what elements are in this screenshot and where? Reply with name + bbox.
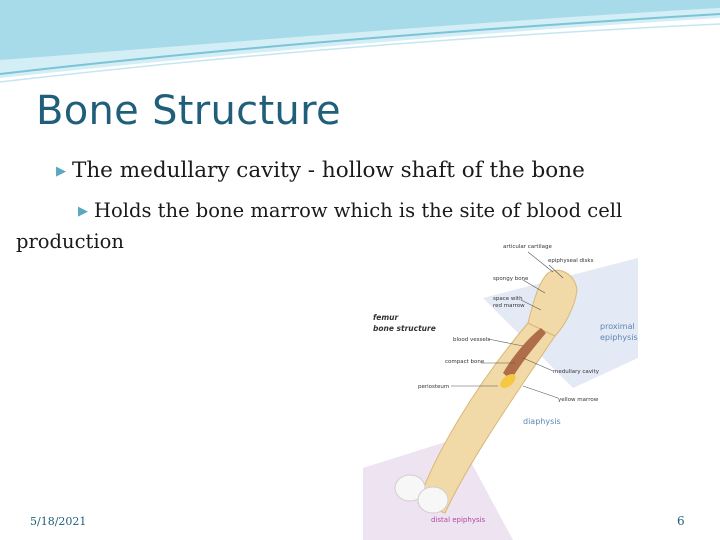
label-spongy-bone: spongy bone bbox=[493, 276, 529, 282]
bullet-marker-icon: ▶ bbox=[78, 204, 88, 219]
label-articular-cartilage: articular cartilage bbox=[503, 244, 552, 250]
footer-page-number: 6 bbox=[677, 514, 685, 528]
label-blood-vessels: blood vessels bbox=[453, 337, 491, 343]
femur-diagram bbox=[363, 238, 638, 540]
bullet-marker-icon: ▶ bbox=[56, 164, 66, 179]
bullet-level-2-text-line2: production bbox=[16, 230, 124, 253]
label-distal-epiphysis: distal epiphysis bbox=[431, 516, 486, 524]
slide-title: Bone Structure bbox=[36, 88, 341, 134]
label-diaphysis: diaphysis bbox=[523, 417, 561, 426]
label-red-marrow: red marrow bbox=[493, 303, 525, 309]
label-space-with: space with bbox=[493, 296, 523, 302]
diagram-heading-line1: femur bbox=[373, 313, 399, 322]
footer-date: 5/18/2021 bbox=[30, 515, 87, 528]
label-medullary-cavity: medullary cavity bbox=[553, 369, 599, 375]
header-wave-decoration bbox=[0, 0, 720, 90]
bullet-level-1-text: The medullary cavity - hollow shaft of the bone bbox=[72, 158, 585, 183]
diagram-heading-line2: bone structure bbox=[373, 324, 436, 333]
label-yellow-marrow: yellow marrow bbox=[558, 397, 599, 403]
label-proximal: proximal bbox=[600, 322, 635, 331]
bullet-level-1 bbox=[56, 158, 585, 183]
label-epiphysis: epiphysis bbox=[600, 333, 638, 342]
label-compact-bone: compact bone bbox=[445, 359, 485, 365]
bullet-level-2-text-line1: Holds the bone marrow which is the site of blood cell bbox=[94, 199, 623, 222]
label-periosteum: periosteum bbox=[418, 384, 450, 390]
label-epiphyseal-disks: epiphyseal disks bbox=[548, 258, 594, 264]
